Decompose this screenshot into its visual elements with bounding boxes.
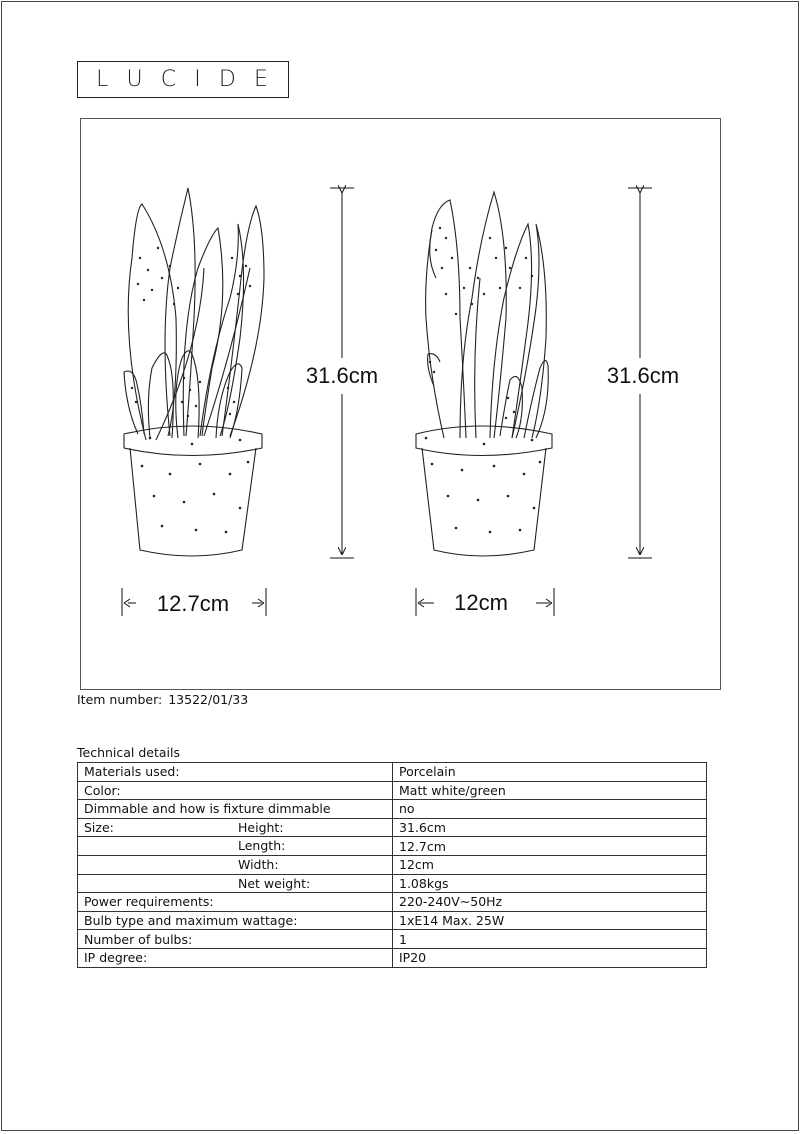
logo-letter: E <box>253 67 270 92</box>
spec-value: 1.08kgs <box>393 874 707 893</box>
table-row <box>78 930 707 949</box>
technical-details-title: Technical details <box>77 745 181 760</box>
left-plant-drawing <box>124 188 264 556</box>
spec-label: Color: <box>78 781 393 800</box>
spec-sublabel: Net weight: <box>238 875 311 891</box>
spec-value: no <box>393 800 707 819</box>
logo-letter: D <box>218 67 238 92</box>
spec-value: 31.6cm <box>393 818 707 837</box>
spec-value: 1 <box>393 930 707 949</box>
spec-label: Size: Height: <box>78 818 393 837</box>
item-number-value: 13522/01/33 <box>168 692 249 707</box>
spec-label <box>78 837 393 856</box>
logo-letter: L <box>96 67 111 92</box>
table-row <box>78 837 707 856</box>
spec-label <box>78 874 393 893</box>
spec-value: 12cm <box>393 855 707 874</box>
logo-letter: I <box>194 67 203 92</box>
right-plant-drawing <box>416 192 552 556</box>
table-row <box>78 948 707 967</box>
item-number-label: Item number: <box>77 692 163 707</box>
logo-letter: C <box>160 67 179 92</box>
spec-label: IP degree: <box>78 948 393 967</box>
spec-label: Power requirements: <box>78 893 393 912</box>
table-row <box>78 800 707 819</box>
table-row <box>78 874 707 893</box>
spec-value: 1xE14 Max. 25W <box>393 911 707 930</box>
logo-letter: U <box>126 67 145 92</box>
spec-label: Number of bulbs: <box>78 930 393 949</box>
right-width-label: 12cm <box>454 590 508 615</box>
spec-sublabel: Length: <box>238 838 286 854</box>
spec-value: IP20 <box>393 948 707 967</box>
spec-value: Porcelain <box>393 763 707 782</box>
spec-value: 12.7cm <box>393 837 707 856</box>
spec-sublabel: Height: <box>238 819 284 835</box>
table-row <box>78 781 707 800</box>
left-width-label: 12.7cm <box>156 591 230 616</box>
table-row <box>78 911 707 930</box>
spec-sublabel: Width: <box>238 856 279 872</box>
spec-label: Bulb type and maximum wattage: <box>78 911 393 930</box>
table-row <box>78 818 707 837</box>
spec-value: Matt white/green <box>393 781 707 800</box>
spec-label <box>78 855 393 874</box>
technical-details-table <box>77 762 707 968</box>
spec-label: Materials used: <box>78 763 393 782</box>
table-row <box>78 763 707 782</box>
table-row <box>78 855 707 874</box>
brand-logo <box>77 61 289 98</box>
right-height-label: 31.6cm <box>606 363 680 388</box>
spec-value: 220-240V~50Hz <box>393 893 707 912</box>
left-height-label: 31.6cm <box>305 363 379 388</box>
product-drawing <box>80 118 721 690</box>
table-row <box>78 893 707 912</box>
spec-label: Dimmable and how is fixture dimmable <box>78 800 393 819</box>
item-number <box>77 692 248 707</box>
